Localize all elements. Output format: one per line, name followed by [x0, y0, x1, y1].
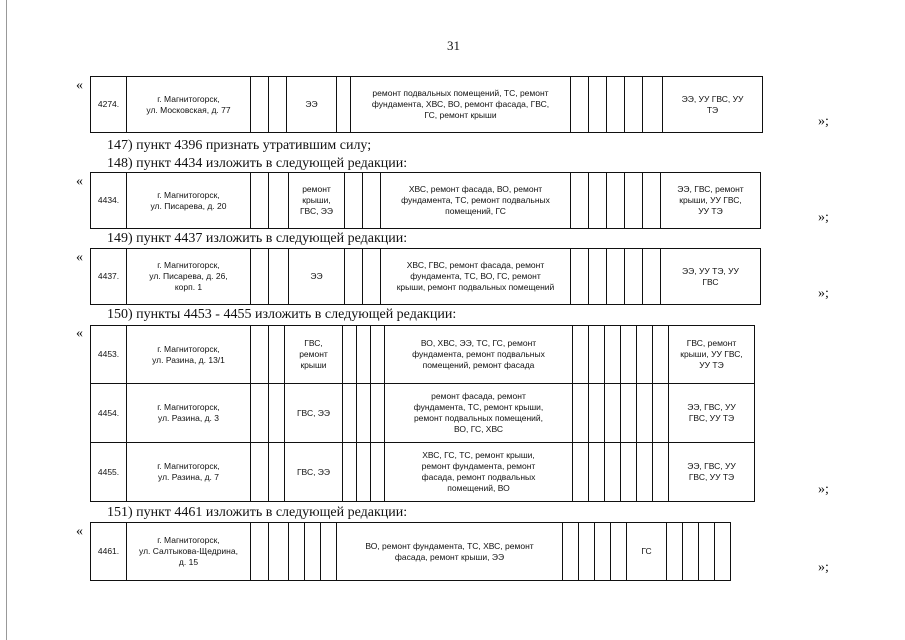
metering-cell — [663, 77, 763, 133]
row-number: 4453. — [91, 326, 127, 384]
open-quote: « — [76, 524, 83, 539]
cell-text-line: г. Магнитогорск, — [157, 535, 220, 545]
close-quote: »; — [818, 286, 829, 301]
metering-cell — [669, 384, 755, 443]
cell-text-line: ремонт подвальных помещений, ТС, ремонт — [372, 88, 549, 98]
page-binding-line — [6, 0, 7, 640]
instruction-147: 147) пункт 4396 признать утратившим силу; — [107, 138, 372, 153]
cell-text-line: крыши, — [302, 195, 331, 205]
cell-text-line: ВО, ХВС, ЭЭ, ТС, ГС, ремонт — [420, 338, 537, 348]
empty-cell — [343, 443, 357, 502]
cell-text-line: ГС, ремонт крыши — [424, 110, 497, 120]
empty-cell — [371, 326, 385, 384]
instruction-150: 150) пункты 4453 - 4455 изложить в следующей редакции: — [107, 307, 457, 322]
empty-cell — [269, 249, 289, 305]
cell-text-line: ГВС, УУ ТЭ — [688, 472, 735, 482]
instruction-151: 151) пункт 4461 изложить в следующей редакции: — [107, 505, 408, 520]
empty-cell — [643, 173, 661, 229]
empty-cell — [345, 173, 363, 229]
energy-cell — [287, 77, 337, 133]
table-rows-4453-4455 — [90, 325, 755, 502]
cell-text-line: фундамента, ТС, ремонт подвальных — [401, 195, 550, 205]
empty-cell — [269, 523, 289, 581]
empty-cell — [715, 523, 731, 581]
cell-text-line: д. 15 — [178, 557, 199, 567]
empty-cell — [589, 249, 607, 305]
row-number: 4434. — [91, 173, 127, 229]
empty-cell — [337, 77, 351, 133]
empty-cell — [653, 326, 669, 384]
empty-cell — [321, 523, 337, 581]
cell-text-line: ГС — [641, 546, 652, 556]
works-cell — [337, 523, 563, 581]
cell-text-line: фундамента, ремонт подвальных — [412, 349, 545, 359]
cell-text-line: крыши, УУ ГВС, — [680, 349, 743, 359]
metering-cell — [669, 326, 755, 384]
empty-cell — [269, 326, 285, 384]
row-number: 4454. — [91, 384, 127, 443]
cell-text-line: ЭЭ, ГВС, ремонт — [677, 184, 744, 194]
empty-cell — [579, 523, 595, 581]
close-quote: »; — [818, 114, 829, 129]
cell-text-line: ГВС, ремонт — [686, 338, 737, 348]
cell-text-line: фасада, ремонт подвальных — [421, 472, 536, 482]
empty-cell — [605, 326, 621, 384]
table-row-4437 — [90, 248, 761, 305]
empty-cell — [289, 523, 305, 581]
empty-cell — [357, 326, 371, 384]
empty-cell — [357, 443, 371, 502]
gas-cell — [627, 523, 667, 581]
energy-cell — [289, 249, 345, 305]
address-cell — [127, 77, 251, 133]
empty-cell — [607, 77, 625, 133]
empty-cell — [343, 326, 357, 384]
cell-text-line: г. Магнитогорск, — [157, 260, 220, 270]
cell-text-line: фасада, ремонт крыши, ЭЭ — [394, 551, 505, 562]
cell-text-line: ГВС, — [304, 338, 323, 348]
empty-cell — [251, 77, 269, 133]
empty-cell — [345, 249, 363, 305]
empty-cell — [625, 173, 643, 229]
empty-cell — [595, 523, 611, 581]
cell-text-line: корп. 1 — [174, 282, 203, 292]
metering-cell — [661, 249, 761, 305]
empty-cell — [643, 249, 661, 305]
works-short-cell — [289, 173, 345, 229]
empty-cell — [573, 326, 589, 384]
empty-cell — [699, 523, 715, 581]
empty-cell — [371, 384, 385, 443]
cell-text-line: помещений, ГС — [445, 206, 506, 216]
cell-text-line: г. Магнитогорск, — [157, 189, 220, 200]
empty-cell — [625, 249, 643, 305]
cell-text-line: ХВС, ГС, ТС, ремонт крыши, — [422, 450, 535, 460]
empty-cell — [269, 173, 289, 229]
works-cell — [381, 173, 571, 229]
cell-text-line: г. Магнитогорск, — [157, 343, 220, 354]
cell-text-line: фундамента, ТС, ВО, ГС, ремонт — [410, 271, 541, 281]
empty-cell — [251, 249, 269, 305]
cell-text-line: фундамента, ХВС, ВО, ремонт фасада, ГВС, — [371, 99, 550, 109]
cell-text-line: г. Магнитогорск, — [157, 93, 220, 104]
empty-cell — [667, 523, 683, 581]
empty-cell — [363, 173, 381, 229]
cell-text-line: ГВС, ЭЭ — [296, 466, 331, 477]
cell-text-line: ЭЭ — [305, 99, 318, 109]
cell-text-line: ремонт фундамента, ремонт — [421, 461, 536, 471]
cell-text-line: УУ ТЭ — [699, 360, 724, 370]
empty-cell — [251, 173, 269, 229]
empty-cell — [621, 384, 637, 443]
cell-text-line: крыши, ремонт подвальных помещений — [396, 282, 555, 292]
cell-text-line: ЭЭ, УУ ТЭ, УУ — [682, 265, 739, 276]
empty-cell — [269, 384, 285, 443]
empty-cell — [251, 384, 269, 443]
empty-cell — [357, 384, 371, 443]
empty-cell — [573, 384, 589, 443]
cell-text-line: крыши — [300, 360, 327, 370]
cell-text-line: ГВС, УУ ТЭ — [688, 413, 735, 423]
empty-cell — [269, 77, 287, 133]
empty-cell — [571, 249, 589, 305]
empty-cell — [611, 523, 627, 581]
close-quote: »; — [818, 482, 829, 497]
cell-text-line: ул. Разина, д. 3 — [158, 413, 219, 423]
empty-cell — [653, 384, 669, 443]
address-cell — [127, 523, 251, 581]
cell-text-line: ГВС, ЭЭ — [296, 407, 331, 418]
cell-text-line: ХВС, ГВС, ремонт фасада, ремонт — [406, 260, 545, 270]
empty-cell — [621, 326, 637, 384]
empty-cell — [607, 173, 625, 229]
works-cell — [385, 384, 573, 443]
empty-cell — [607, 249, 625, 305]
page-number: 31 — [447, 38, 460, 53]
cell-text-line: ремонт — [299, 349, 328, 359]
cell-text-line: ХВС, ремонт фасада, ВО, ремонт — [408, 184, 543, 194]
works-cell — [385, 443, 573, 502]
cell-text-line: помещений, ВО — [447, 483, 510, 493]
instruction-148: 148) пункт 4434 изложить в следующей редакции: — [107, 156, 408, 171]
cell-text-line: ул. Разина, д. 7 — [158, 472, 219, 482]
close-quote: »; — [818, 560, 829, 575]
empty-cell — [343, 384, 357, 443]
open-quote: « — [76, 174, 83, 189]
empty-cell — [589, 384, 605, 443]
empty-cell — [637, 384, 653, 443]
empty-cell — [251, 326, 269, 384]
cell-text-line: УУ ТЭ — [698, 206, 723, 216]
empty-cell — [563, 523, 579, 581]
cell-text-line: г. Магнитогорск, — [157, 402, 220, 412]
cell-text-line: ул. Салтыкова-Щедрина, — [139, 546, 238, 556]
open-quote: « — [76, 250, 83, 265]
address-cell — [127, 249, 251, 305]
empty-cell — [571, 77, 589, 133]
cell-text-line: г. Магнитогорск, — [157, 461, 220, 471]
row-number: 4437. — [91, 249, 127, 305]
address-cell — [127, 443, 251, 502]
cell-text-line: ГВС — [702, 276, 719, 287]
empty-cell — [589, 443, 605, 502]
empty-cell — [621, 443, 637, 502]
empty-cell — [637, 326, 653, 384]
works-cell — [385, 326, 573, 384]
empty-cell — [605, 384, 621, 443]
row-number: 4274. — [91, 77, 127, 133]
empty-cell — [605, 443, 621, 502]
cell-text-line: ремонт — [302, 184, 331, 194]
empty-cell — [589, 326, 605, 384]
works-cell — [381, 249, 571, 305]
cell-text-line: помещений, ремонт фасада — [422, 360, 535, 370]
address-cell — [127, 173, 251, 229]
empty-cell — [571, 173, 589, 229]
cell-text-line: крыши, УУ ГВС, — [679, 195, 742, 205]
empty-cell — [371, 443, 385, 502]
open-quote: « — [76, 78, 83, 93]
cell-text-line: ЭЭ, УУ ГВС, УУ — [681, 93, 744, 104]
cell-text-line: ул. Московская, д. 77 — [146, 104, 231, 115]
cell-text-line: фундамента, ТС, ремонт крыши, — [413, 402, 544, 412]
cell-text-line: ул. Писарева, д. 26, — [149, 271, 228, 281]
empty-cell — [625, 77, 643, 133]
empty-cell — [653, 443, 669, 502]
table-row-4461 — [90, 522, 731, 581]
empty-cell — [251, 443, 269, 502]
cell-text-line: ЭЭ — [310, 271, 323, 281]
table-row-4434 — [90, 172, 761, 229]
table-row-4274 — [90, 76, 763, 133]
works-cell — [351, 77, 571, 133]
empty-cell — [269, 443, 285, 502]
works-short-cell — [285, 384, 343, 443]
empty-cell — [637, 443, 653, 502]
metering-cell — [661, 173, 761, 229]
works-short-cell — [285, 443, 343, 502]
cell-text-line: ул. Разина, д. 13/1 — [152, 354, 225, 365]
open-quote: « — [76, 326, 83, 341]
cell-text-line: ЭЭ, ГВС, УУ — [687, 461, 736, 471]
empty-cell — [305, 523, 321, 581]
address-cell — [127, 326, 251, 384]
instruction-149: 149) пункт 4437 изложить в следующей редакции: — [107, 231, 408, 246]
close-quote: »; — [818, 210, 829, 225]
empty-cell — [251, 523, 269, 581]
empty-cell — [683, 523, 699, 581]
empty-cell — [363, 249, 381, 305]
row-number: 4461. — [91, 523, 127, 581]
empty-cell — [589, 77, 607, 133]
cell-text-line: ЭЭ, ГВС, УУ — [687, 402, 736, 412]
cell-text-line: ул. Писарева, д. 20 — [150, 200, 227, 211]
cell-text-line: ТЭ — [706, 104, 719, 115]
cell-text-line: ремонт подвальных помещений, — [413, 413, 544, 423]
works-short-cell — [285, 326, 343, 384]
empty-cell — [573, 443, 589, 502]
address-cell — [127, 384, 251, 443]
row-number: 4455. — [91, 443, 127, 502]
metering-cell — [669, 443, 755, 502]
cell-text-line: ВО, ГС, ХВС — [454, 424, 503, 434]
empty-cell — [589, 173, 607, 229]
empty-cell — [643, 77, 663, 133]
cell-text-line: ГВС, ЭЭ — [299, 206, 334, 216]
cell-text-line: ремонт фасада, ремонт — [431, 391, 526, 401]
cell-text-line: ВО, ремонт фундамента, ТС, ХВС, ремонт — [365, 540, 534, 551]
